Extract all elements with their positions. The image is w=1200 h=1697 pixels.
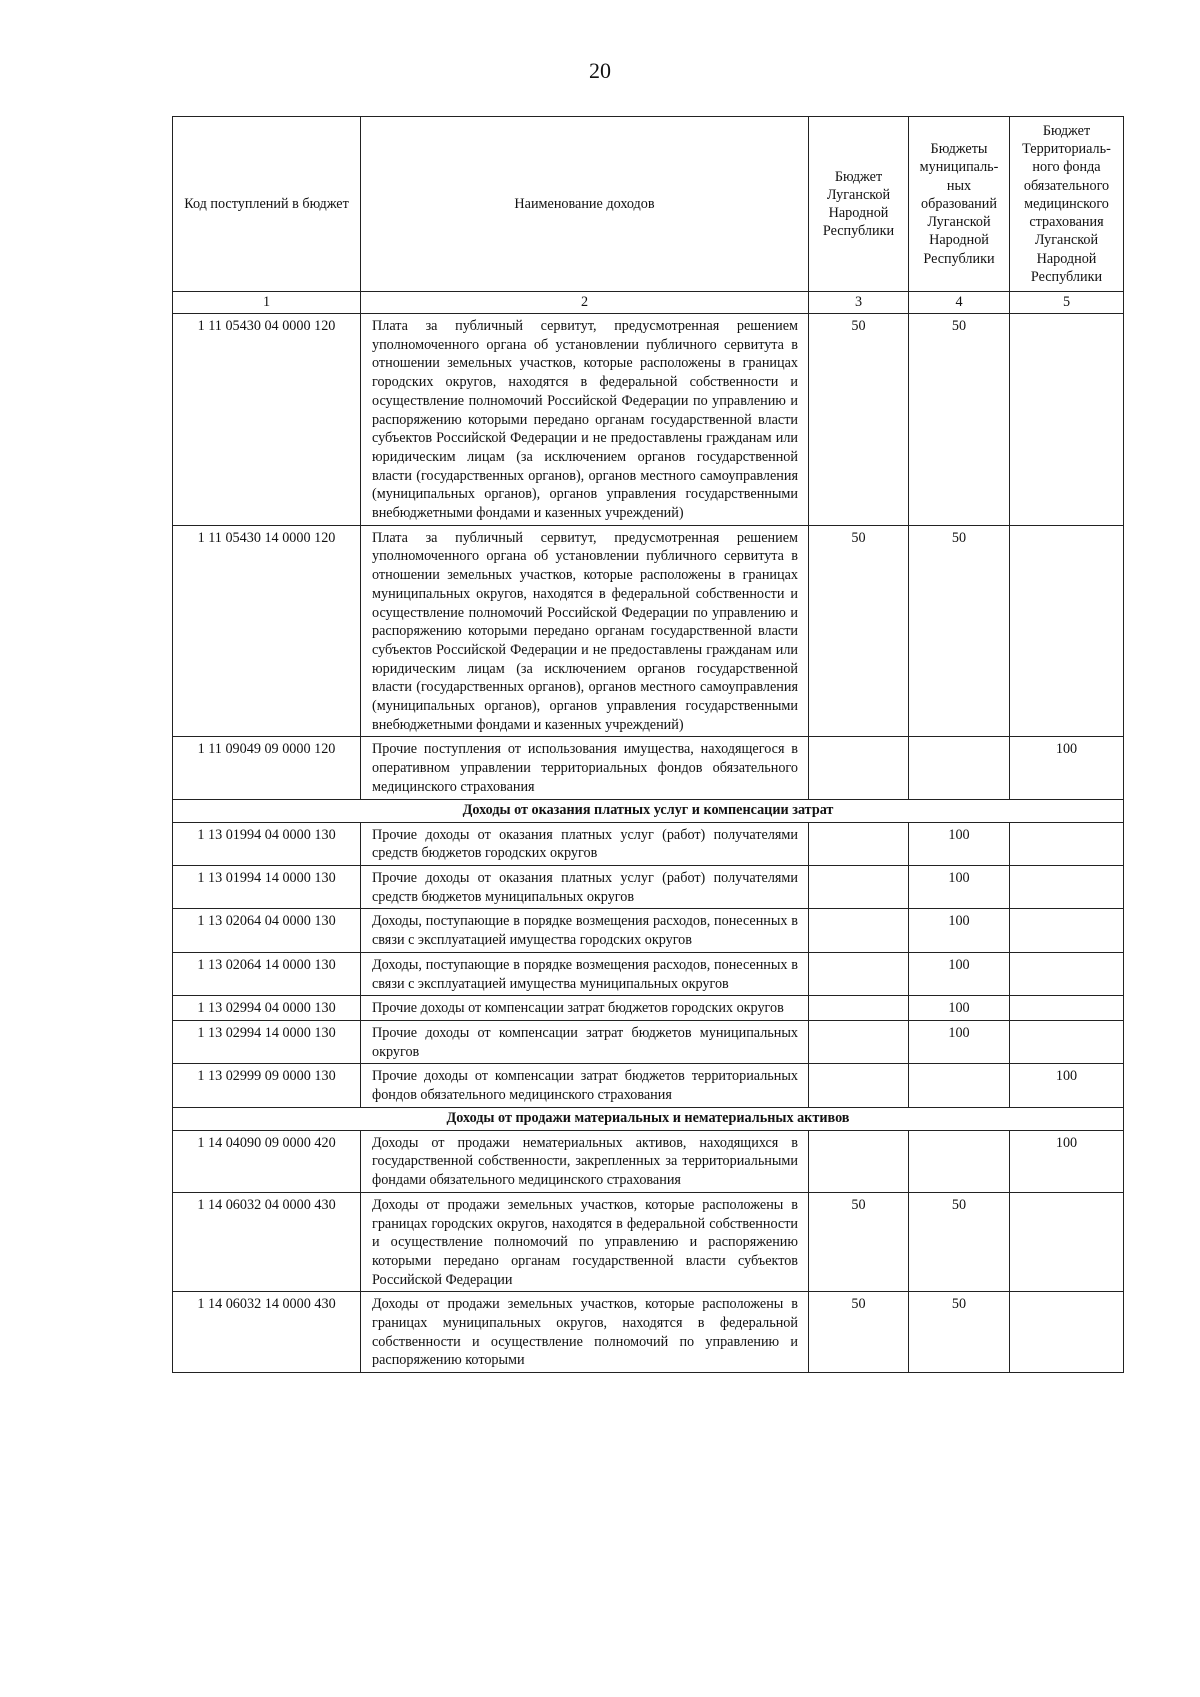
share-oms-fund — [1010, 1292, 1124, 1373]
header-lnr-budget: Бюджет Луганской Народной Республики — [809, 117, 909, 292]
table-row — [173, 1292, 1124, 1373]
column-number: 3 — [809, 292, 909, 314]
header-oms-fund-budget: Бюджет Территориаль-ного фонда обязательного медицинского страхования Луганской Народной Республики — [1010, 117, 1124, 292]
header-municipal-budgets: Бюджеты муниципаль-ных образований Луганской Народной Республики — [909, 117, 1010, 292]
share-oms-fund — [1010, 1020, 1124, 1063]
share-lnr — [809, 996, 909, 1021]
table-row — [173, 1192, 1124, 1292]
revenue-code: 1 14 06032 04 0000 430 — [173, 1192, 361, 1292]
revenue-name — [361, 1192, 809, 1292]
revenue-code: 1 13 02064 04 0000 130 — [173, 909, 361, 952]
revenue-name-text: Доходы от продажи нематериальных активов, находящихся в государственной собственности, закрепленных за территориальными фондами обязательного медицинского страхования — [372, 1134, 798, 1189]
share-oms-fund: 100 — [1010, 737, 1124, 799]
column-number: 2 — [361, 292, 809, 314]
share-municipal: 100 — [909, 822, 1010, 865]
revenue-code: 1 14 06032 14 0000 430 — [173, 1292, 361, 1373]
column-number: 1 — [173, 292, 361, 314]
header-name: Наименование доходов — [361, 117, 809, 292]
share-oms-fund — [1010, 525, 1124, 737]
revenue-name-text: Плата за публичный сервитут, предусмотренная решением уполномоченного органа об установлении публичного сервитута в отношении земельных участков, которые расположены в границах городских округов, находятся в федеральной собственности и осуществление полномочий Российской Федерации по управлению и распоряжению которыми передано органам государственной власти субъектов Российской Федерации и не предоставлены гражданам или юридическим лицам (за исключением органов государственной власти (государственных органов), органов местного самоуправления (муниципальных органов), органов управления государственными внебюджетными фондами и казенных учреждений) — [372, 318, 798, 522]
share-oms-fund — [1010, 822, 1124, 865]
share-oms-fund — [1010, 952, 1124, 995]
share-municipal — [909, 1130, 1010, 1192]
table-row — [173, 1064, 1124, 1107]
share-oms-fund — [1010, 1192, 1124, 1292]
section-heading-row — [173, 1107, 1124, 1130]
share-oms-fund — [1010, 865, 1124, 908]
share-municipal: 100 — [909, 1020, 1010, 1063]
column-number-row — [173, 292, 1124, 314]
share-lnr — [809, 1130, 909, 1192]
revenue-name-text: Прочие доходы от оказания платных услуг (работ) получателями средств бюджетов городских округов — [372, 826, 798, 862]
table-row — [173, 314, 1124, 526]
table-row — [173, 996, 1124, 1021]
share-lnr: 50 — [809, 1292, 909, 1373]
revenue-name-text: Прочие поступления от использования имущества, находящегося в оперативном управлении территориальных фондов обязательного медицинского страхования — [372, 741, 798, 795]
revenue-code: 1 13 01994 04 0000 130 — [173, 822, 361, 865]
share-municipal: 50 — [909, 314, 1010, 526]
revenue-name — [361, 909, 809, 952]
share-municipal: 100 — [909, 952, 1010, 995]
share-municipal: 100 — [909, 996, 1010, 1021]
share-lnr — [809, 822, 909, 865]
revenue-code: 1 13 01994 14 0000 130 — [173, 865, 361, 908]
revenue-name — [361, 525, 809, 737]
header-row — [173, 117, 1124, 292]
table-row — [173, 1130, 1124, 1192]
revenue-code: 1 13 02064 14 0000 130 — [173, 952, 361, 995]
revenue-code: 1 11 09049 09 0000 120 — [173, 737, 361, 799]
share-oms-fund — [1010, 314, 1124, 526]
share-municipal: 100 — [909, 909, 1010, 952]
revenue-name — [361, 1064, 809, 1107]
share-oms-fund: 100 — [1010, 1130, 1124, 1192]
share-oms-fund — [1010, 909, 1124, 952]
share-municipal: 50 — [909, 1192, 1010, 1292]
share-municipal: 100 — [909, 865, 1010, 908]
revenue-name-text: Доходы от продажи земельных участков, которые расположены в границах городских округов, находятся в федеральной собственности и осуществление полномочий по управлению и распоряжению которыми передано органам государственной власти субъектов Российской Федерации — [372, 1196, 798, 1288]
section-heading: Доходы от оказания платных услуг и компенсации затрат — [173, 799, 1124, 822]
revenue-table — [172, 116, 1124, 1373]
revenue-code: 1 14 04090 09 0000 420 — [173, 1130, 361, 1192]
revenue-name — [361, 1292, 809, 1373]
revenue-name-text: Доходы от продажи земельных участков, которые расположены в границах муниципальных округов, находятся в федеральной собственности и осуществление полномочий по управлению и распоряжению которыми — [372, 1296, 798, 1369]
share-municipal: 50 — [909, 525, 1010, 737]
section-heading: Доходы от продажи материальных и нематериальных активов — [173, 1107, 1124, 1130]
table-row — [173, 952, 1124, 995]
share-lnr: 50 — [809, 1192, 909, 1292]
revenue-name — [361, 822, 809, 865]
table-row — [173, 865, 1124, 908]
share-oms-fund: 100 — [1010, 1064, 1124, 1107]
revenue-code: 1 13 02994 14 0000 130 — [173, 1020, 361, 1063]
header-code: Код поступлений в бюджет — [173, 117, 361, 292]
revenue-name — [361, 1130, 809, 1192]
revenue-code: 1 13 02999 09 0000 130 — [173, 1064, 361, 1107]
revenue-name — [361, 865, 809, 908]
share-lnr — [809, 865, 909, 908]
revenue-name-text: Прочие доходы от оказания платных услуг (работ) получателями средств бюджетов муниципальных округов — [372, 869, 798, 905]
revenue-name-text: Плата за публичный сервитут, предусмотренная решением уполномоченного органа об установлении публичного сервитута в отношении земельных участков, которые расположены в границах муниципальных округов, находятся в федеральной собственности и осуществление полномочий Российской Федерации по управлению и распоряжению которыми передано органам государственной власти субъектов Российской Федерации и не предоставлены гражданам или юридическим лицам (за исключением органов государственной власти (государственных органов), органов местного самоуправления (муниципальных органов), органов управления государственными внебюджетными фондами и казенных учреждений) — [372, 529, 798, 733]
column-number: 4 — [909, 292, 1010, 314]
revenue-name — [361, 1020, 809, 1063]
revenue-name — [361, 952, 809, 995]
revenue-name — [361, 996, 809, 1021]
revenue-code: 1 11 05430 14 0000 120 — [173, 525, 361, 737]
section-heading-row — [173, 799, 1124, 822]
revenue-name-text: Прочие доходы от компенсации затрат бюджетов территориальных фондов обязательного медицинского страхования — [372, 1068, 798, 1104]
share-oms-fund — [1010, 996, 1124, 1021]
table-row — [173, 909, 1124, 952]
share-lnr: 50 — [809, 314, 909, 526]
table-row — [173, 1020, 1124, 1063]
share-municipal — [909, 1064, 1010, 1107]
column-number: 5 — [1010, 292, 1124, 314]
share-lnr — [809, 909, 909, 952]
revenue-code: 1 13 02994 04 0000 130 — [173, 996, 361, 1021]
share-lnr: 50 — [809, 525, 909, 737]
share-municipal — [909, 737, 1010, 799]
revenue-name — [361, 737, 809, 799]
page-number: 20 — [589, 58, 611, 83]
share-municipal: 50 — [909, 1292, 1010, 1373]
revenue-name-text: Доходы, поступающие в порядке возмещения расходов, понесенных в связи с эксплуатацией имущества городских округов — [372, 913, 798, 949]
revenue-name-text: Прочие доходы от компенсации затрат бюджетов городских округов — [372, 1000, 784, 1017]
revenue-code: 1 11 05430 04 0000 120 — [173, 314, 361, 526]
share-lnr — [809, 737, 909, 799]
table-row — [173, 525, 1124, 737]
revenue-name — [361, 314, 809, 526]
table-row — [173, 737, 1124, 799]
table-row — [173, 822, 1124, 865]
revenue-name-text: Прочие доходы от компенсации затрат бюджетов муниципальных округов — [372, 1024, 798, 1060]
share-lnr — [809, 952, 909, 995]
share-lnr — [809, 1064, 909, 1107]
share-lnr — [809, 1020, 909, 1063]
revenue-name-text: Доходы, поступающие в порядке возмещения расходов, понесенных в связи с эксплуатацией имущества муниципальных округов — [372, 956, 798, 992]
